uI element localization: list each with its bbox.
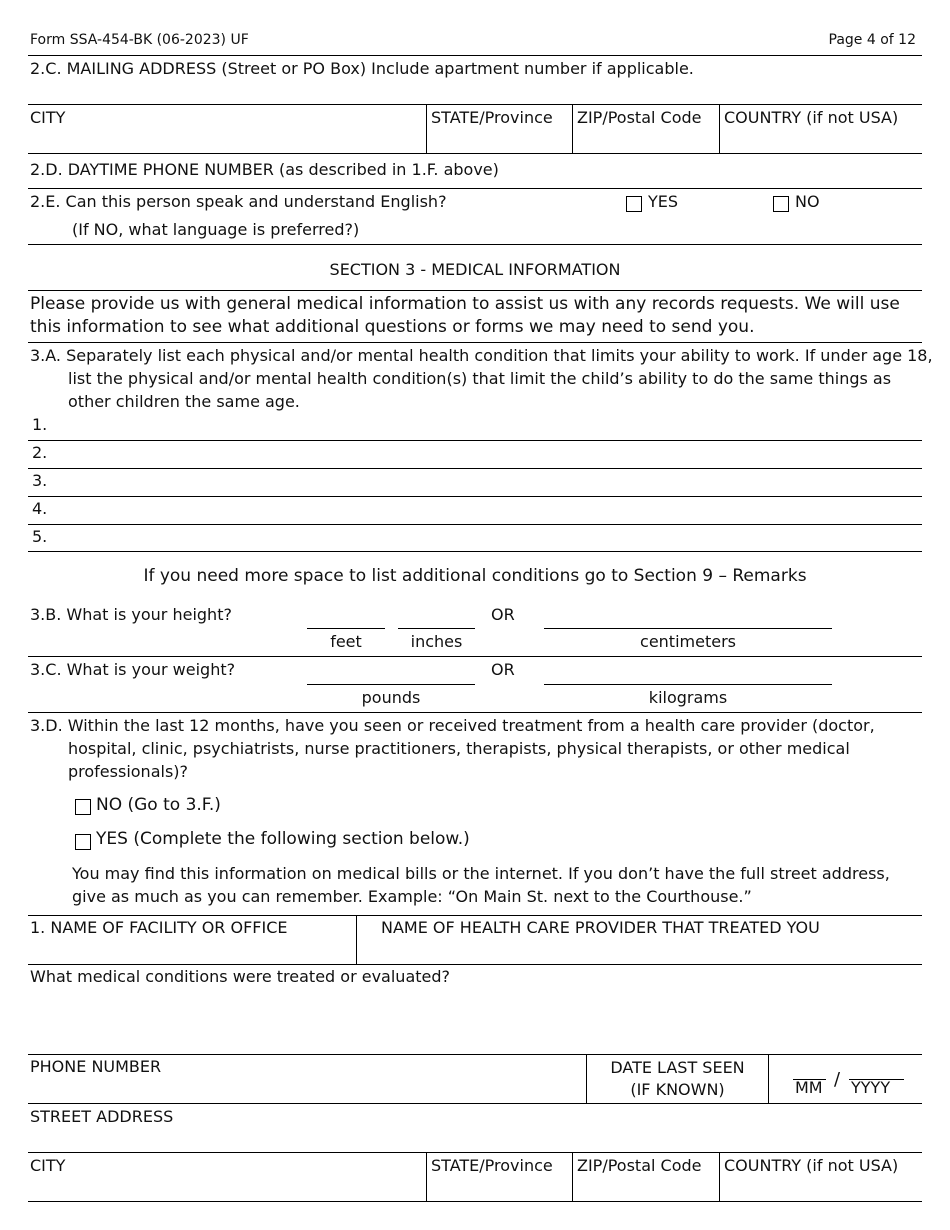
country-label: COUNTRY (if not USA) (724, 108, 899, 127)
condition-field-1[interactable] (52, 414, 920, 438)
phone-field[interactable] (28, 1078, 585, 1102)
divider (28, 153, 922, 154)
underline (398, 628, 475, 629)
divider (28, 551, 922, 552)
english-question: 2.E. Can this person speak and understand English? (30, 192, 447, 211)
condition-field-2[interactable] (52, 442, 920, 466)
mailing-address-label: 2.C. MAILING ADDRESS (Street or PO Box) Include apartment number if applicable. (30, 59, 694, 78)
facility-state-field[interactable] (427, 1176, 572, 1200)
state-label: STATE/Province (431, 1156, 553, 1175)
yyyy-label: YYYY (851, 1078, 891, 1097)
facility-name-label: 1. NAME OF FACILITY OR OFFICE (30, 918, 288, 937)
condition-number: 3. (32, 471, 48, 490)
question-3d: 3.D. Within the last 12 months, have you seen or received treatment from a health care provider (doctor, hospital, clinic, psychiatrists, nurse practitioners, therapists, physical therapists, or other medical professionals)? (30, 716, 875, 781)
mm-label: MM (795, 1078, 823, 1097)
kilograms-label: kilograms (648, 688, 728, 707)
divider (28, 915, 922, 916)
divider (28, 104, 922, 105)
divider (28, 290, 922, 291)
height-inches-field[interactable] (398, 604, 475, 628)
country-label: COUNTRY (if not USA) (724, 1156, 899, 1175)
date-slash: / (834, 1069, 841, 1090)
daytime-phone-label: 2.D. DAYTIME PHONE NUMBER (as described in 1.F. above) (30, 160, 499, 179)
condition-field-4[interactable] (52, 498, 920, 522)
street-address-label: STREET ADDRESS (30, 1107, 174, 1126)
phone-label: PHONE NUMBER (30, 1057, 162, 1076)
cell-divider (768, 1054, 769, 1103)
divider (28, 342, 922, 343)
english-no-checkbox[interactable] (773, 196, 789, 212)
question-3c: 3.C. What is your weight? (30, 660, 236, 679)
divider (28, 55, 922, 56)
zip-label: ZIP/Postal Code (577, 108, 702, 127)
zip-field[interactable] (573, 128, 719, 152)
divider (28, 524, 922, 525)
height-cm-field[interactable] (544, 604, 832, 628)
divider (28, 1054, 922, 1055)
divider (28, 468, 922, 469)
question-3b: 3.B. What is your height? (30, 605, 232, 624)
divider (28, 1152, 922, 1153)
condition-field-5[interactable] (52, 526, 920, 550)
height-feet-field[interactable] (307, 604, 385, 628)
more-space-note: If you need more space to list additional conditions go to Section 9 – Remarks (143, 566, 807, 586)
underline (544, 684, 832, 685)
street-address-field[interactable] (28, 1127, 922, 1151)
divider (28, 1103, 922, 1104)
divider (28, 188, 922, 189)
state-field[interactable] (427, 128, 572, 152)
divider (28, 440, 922, 441)
condition-number: 2. (32, 443, 48, 462)
form-id: Form SSA-454-BK (06-2023) UF (30, 32, 249, 48)
conditions-treated-label: What medical conditions were treated or evaluated? (30, 967, 451, 986)
hint-text: You may find this information on medical bills or the internet. If you don’t have the full street address, give as much as you can remember. Example: “On Main St. next to the Courthouse.” (72, 864, 890, 906)
no-treatment-checkbox[interactable] (75, 799, 91, 815)
underline (307, 628, 385, 629)
feet-label: feet (330, 632, 362, 651)
city-field[interactable] (28, 128, 426, 152)
provider-name-field[interactable] (357, 939, 922, 963)
no-label: NO (795, 192, 820, 211)
divider (28, 656, 922, 657)
yes-label: YES (648, 192, 679, 211)
provider-name-label: NAME OF HEALTH CARE PROVIDER THAT TREATED YOU (381, 918, 820, 937)
facility-name-field[interactable] (28, 939, 355, 963)
state-label: STATE/Province (431, 108, 553, 127)
mailing-address-field[interactable] (28, 80, 922, 104)
country-field[interactable] (720, 128, 922, 152)
question-3a: 3.A. Separately list each physical and/or mental health condition that limits your ability to work. If under age 18, list the physical and/or mental health condition(s) that limit the child’s ability to do the same things as other children the same age. (30, 346, 933, 411)
no-option-label: NO (Go to 3.F.) (96, 795, 221, 815)
condition-field-3[interactable] (52, 470, 920, 494)
inches-label: inches (410, 632, 463, 651)
or-label: OR (491, 605, 515, 624)
underline (544, 628, 832, 629)
weight-pounds-field[interactable] (307, 660, 475, 684)
facility-zip-field[interactable] (573, 1176, 719, 1200)
facility-country-field[interactable] (720, 1176, 922, 1200)
page-number: Page 4 of 12 (828, 32, 916, 48)
section-3-title: SECTION 3 - MEDICAL INFORMATION (329, 260, 621, 279)
underline (307, 684, 475, 685)
english-yes-checkbox[interactable] (626, 196, 642, 212)
date-last-seen-label: DATE LAST SEEN (610, 1058, 745, 1077)
divider (28, 964, 922, 965)
divider (28, 1201, 922, 1202)
divider (28, 244, 922, 245)
zip-label: ZIP/Postal Code (577, 1156, 702, 1175)
condition-number: 5. (32, 527, 48, 546)
section-3-intro: Please provide us with general medical information to assist us with any records requests. We will use this information to see what additional questions or forms we may need to send you. (30, 294, 900, 337)
conditions-treated-field[interactable] (28, 990, 922, 1052)
divider (28, 712, 922, 713)
condition-number: 4. (32, 499, 48, 518)
pounds-label: pounds (361, 688, 421, 707)
yes-option-label: YES (Complete the following section below.) (96, 829, 470, 849)
city-label: CITY (30, 108, 66, 127)
yes-treatment-checkbox[interactable] (75, 834, 91, 850)
centimeters-label: centimeters (640, 632, 736, 651)
or-label: OR (491, 660, 515, 679)
city-label: CITY (30, 1156, 66, 1175)
facility-city-field[interactable] (28, 1176, 426, 1200)
condition-number: 1. (32, 415, 48, 434)
language-question: (If NO, what language is preferred?) (72, 220, 360, 239)
divider (28, 496, 922, 497)
date-if-known-label: (IF KNOWN) (630, 1080, 725, 1099)
weight-kg-field[interactable] (544, 660, 832, 684)
